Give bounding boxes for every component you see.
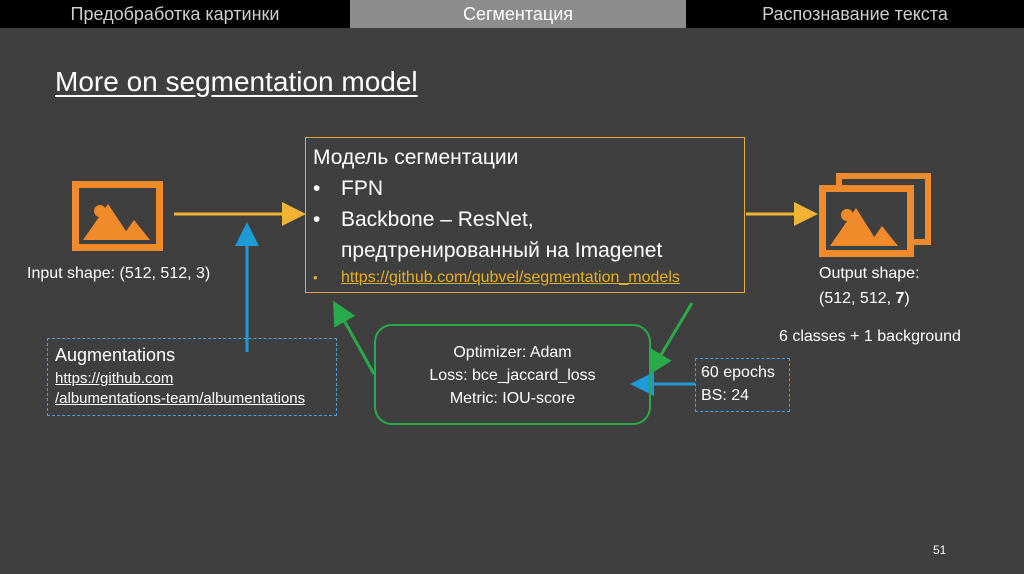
page-number: 51 xyxy=(933,543,947,557)
bullet-symbol: • xyxy=(313,208,321,231)
image-icon xyxy=(72,181,163,251)
tab-text-recognition[interactable]: Распознавание текста xyxy=(686,0,1024,28)
epochs-label: 60 epochs xyxy=(701,364,775,381)
arrow-training-to-model xyxy=(336,306,374,374)
augmentations-heading: Augmentations xyxy=(55,345,176,365)
classes-label: 6 classes + 1 background xyxy=(779,328,961,345)
output-shape-prefix: (512, 512, xyxy=(819,290,896,307)
model-heading: Модель сегментации xyxy=(313,146,519,169)
output-shape-suffix: ) xyxy=(904,290,910,307)
input-shape-label: Input shape: (512, 512, 3) xyxy=(27,265,211,282)
output-shape-label: Output shape: xyxy=(819,265,920,282)
bullet-text: Backbone – ResNet, xyxy=(341,208,534,231)
batch-size-label: BS: 24 xyxy=(701,387,750,404)
output-shape-value xyxy=(819,290,910,308)
bullet-text: предтренированный на Imagenet xyxy=(341,239,663,262)
loss-label: Loss: bce_jaccard_loss xyxy=(429,367,596,384)
albumentations-link-line2[interactable]: /albumentations-team/albumentations xyxy=(55,390,306,407)
output-class-count: 7 xyxy=(895,290,905,307)
bullet-symbol: • xyxy=(313,177,321,200)
bullet-symbol: • xyxy=(313,270,318,285)
optimizer-label: Optimizer: Adam xyxy=(453,344,572,361)
tab-segmentation[interactable]: Сегментация xyxy=(350,0,686,28)
metric-label: Metric: IOU-score xyxy=(449,390,576,407)
bullet-text: FPN xyxy=(341,177,383,200)
arrow-model-to-training xyxy=(652,303,692,370)
slide-title: More on segmentation model xyxy=(55,66,418,97)
albumentations-link-line1[interactable]: https://github.com xyxy=(55,370,174,387)
tab-preprocessing[interactable]: Предобработка картинки xyxy=(0,0,350,28)
image-stack-icon xyxy=(819,173,931,257)
segmentation-models-link[interactable]: https://github.com/qubvel/segmentation_models xyxy=(341,269,680,286)
